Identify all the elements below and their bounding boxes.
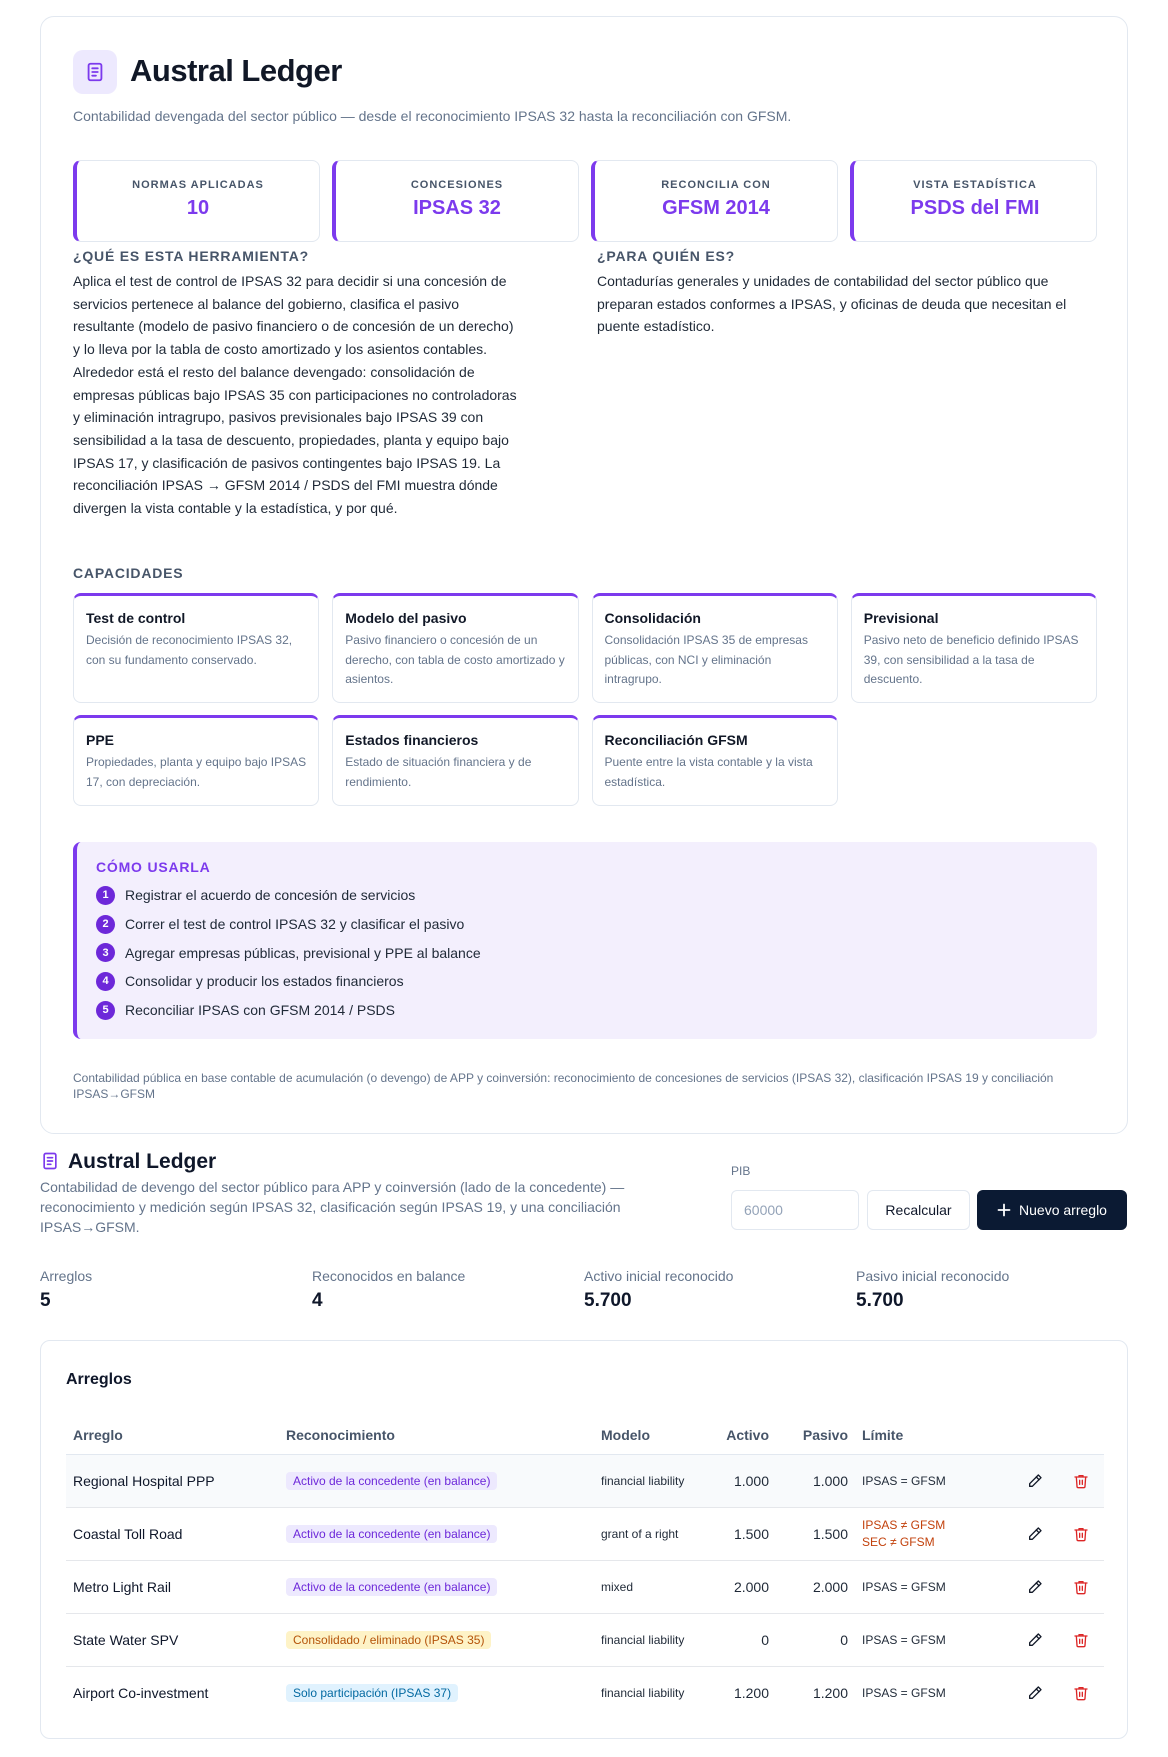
capability-card — [592, 593, 838, 703]
cell-reconocimiento — [279, 1560, 594, 1613]
stat-label: VISTA ESTADÍSTICA — [913, 179, 1037, 191]
summary-item — [584, 1268, 856, 1312]
cell-arreglo: Regional Hospital PPP — [66, 1454, 279, 1507]
cell-modelo: financial liability — [594, 1454, 711, 1507]
what-title: ¿QUÉ ES ESTA HERRAMIENTA? — [73, 248, 309, 264]
step-text: Reconciliar IPSAS con GFSM 2014 / PSDS — [125, 1002, 395, 1019]
cell-arreglo: State Water SPV — [66, 1613, 279, 1666]
book-icon — [84, 61, 106, 83]
trash-icon — [1073, 1632, 1089, 1648]
capability-name: Test de control — [86, 610, 186, 626]
stat-card — [591, 160, 838, 242]
capability-name: Consolidación — [604, 610, 701, 626]
summary-item — [40, 1268, 312, 1312]
recognition-badge: Activo de la concedente (en balance) — [286, 1472, 497, 1490]
stat-value: PSDS del FMI — [910, 197, 1040, 219]
steps-list — [96, 881, 1078, 1024]
delete-button[interactable] — [1068, 1627, 1094, 1653]
limit-status: IPSAS = GFSM — [862, 1579, 946, 1594]
edit-button[interactable] — [1022, 1680, 1048, 1706]
summary-item — [312, 1268, 584, 1312]
step-number: 1 — [96, 886, 115, 905]
stats-row — [73, 160, 1097, 242]
table-row[interactable] — [66, 1507, 1104, 1560]
pencil-icon — [1027, 1473, 1043, 1489]
step-item — [96, 967, 1078, 996]
cell-pasivo: 2.000 — [776, 1560, 855, 1613]
edit-button[interactable] — [1022, 1521, 1048, 1547]
cell-pasivo: 1.200 — [812, 1684, 848, 1701]
howto-panel — [73, 842, 1097, 1039]
recognition-badge: Solo participación (IPSAS 37) — [286, 1684, 458, 1702]
step-item — [96, 996, 1078, 1025]
cell-activo: 2.000 — [711, 1560, 776, 1613]
capability-desc: Pasivo financiero o concesión de un derecho, con tabla de costo amortizado y asientos. — [345, 633, 565, 686]
cell-limite — [855, 1613, 1012, 1666]
table-header-row — [66, 1416, 1104, 1454]
capability-desc: Estado de situación financiera y de rendimiento. — [345, 755, 532, 789]
stat-label: CONCESIONES — [410, 179, 504, 191]
stat-card — [850, 160, 1097, 242]
step-text: Correr el test de control IPSAS 32 y clasificar el pasivo — [125, 916, 465, 933]
recognition-badge: Consolidado / eliminado (IPSAS 35) — [286, 1631, 491, 1649]
limit-status-secondary: SEC ≠ GFSM — [862, 1534, 935, 1549]
cell-arreglo: Metro Light Rail — [66, 1560, 279, 1613]
cell-arreglo: Coastal Toll Road — [66, 1507, 279, 1560]
delete-button[interactable] — [1068, 1574, 1094, 1600]
step-number: 5 — [96, 1001, 115, 1020]
capability-desc: Decisión de reconocimiento IPSAS 32, con su fundamento conservado. — [86, 633, 293, 667]
cell-activo: 1.000 — [711, 1454, 776, 1507]
step-item — [96, 881, 1078, 910]
summary-row — [40, 1268, 1128, 1312]
recognition-badge: Activo de la concedente (en balance) — [286, 1578, 497, 1596]
capability-card — [332, 715, 578, 806]
summary-label: Pasivo inicial reconocido — [856, 1268, 1010, 1284]
summary-value: 4 — [312, 1290, 323, 1311]
book-icon — [40, 1151, 60, 1171]
capability-desc: Puente entre la vista contable y la vista estadística. — [604, 755, 813, 789]
intro-card — [40, 16, 1128, 1134]
arrangements-table — [66, 1416, 1104, 1719]
cell-reconocimiento — [279, 1454, 594, 1507]
cell-limite — [855, 1666, 1012, 1719]
trash-icon — [1073, 1579, 1089, 1595]
what-text: Aplica el test de control de IPSAS 32 para decidir si una concesión de servicios pertenece al balance del gobierno, clasifica el pasivo resultante (modelo de pasivo financiero o de concesión de un derecho) y lo lleva por la tabla de costo amortizado y los asientos contables. Alrededor está el resto del balance devengado: consolidación de empresas públicas bajo IPSAS 35 con participaciones no controladoras y eliminación intragrupo, pasivos previsionales bajo IPSAS 39 con sensibilidad a la tasa de descuento, propiedades, planta y equipo bajo IPSAS 17, y clasificación de pasivos contingentes bajo IPSAS 19. La reconciliación IPSAS → GFSM 2014 / PSDS del FMI muestra dónde divergen la vista contable y la estadística, y por qué. — [73, 273, 517, 517]
edit-button[interactable] — [1022, 1574, 1048, 1600]
plus-icon — [997, 1203, 1011, 1217]
capability-desc: Propiedades, planta y equipo bajo IPSAS 17, con depreciación. — [86, 755, 307, 789]
stat-value: IPSAS 32 — [413, 197, 501, 219]
step-number: 2 — [96, 915, 115, 934]
arrangements-card — [40, 1340, 1128, 1739]
column-header-modelo[interactable]: Modelo — [594, 1416, 711, 1454]
step-text: Consolidar y producir los estados financieros — [125, 973, 404, 990]
pib-input[interactable] — [731, 1190, 859, 1230]
column-header-edit — [1012, 1416, 1058, 1454]
cell-activo: 1.500 — [711, 1507, 776, 1560]
stat-label: RECONCILIA CON — [661, 179, 771, 191]
summary-item — [856, 1268, 1128, 1312]
stat-card — [332, 160, 579, 242]
recognition-badge: Activo de la concedente (en balance) — [286, 1525, 497, 1543]
app-title: Austral Ledger — [68, 1150, 217, 1173]
delete-button[interactable] — [1068, 1680, 1094, 1706]
trash-icon — [1073, 1685, 1089, 1701]
new-arrangement-button[interactable] — [977, 1190, 1127, 1230]
who-text: Contadurías generales y unidades de contabilidad del sector público que preparan estados conformes a IPSAS, y oficinas de deuda que necesitan el puente estadístico. — [597, 273, 1067, 335]
capabilities-title: CAPACIDADES — [73, 565, 184, 581]
table-title: Arreglos — [66, 1371, 132, 1388]
pib-label: PIB — [731, 1164, 751, 1178]
cell-modelo: mixed — [594, 1560, 711, 1613]
pencil-icon — [1027, 1526, 1043, 1542]
pencil-icon — [1027, 1632, 1043, 1648]
brand-badge — [73, 50, 117, 94]
summary-value: 5 — [40, 1290, 51, 1311]
cell-activo: 0 — [711, 1613, 776, 1666]
limit-status: IPSAS = GFSM — [862, 1473, 946, 1488]
column-header-limite[interactable]: Límite — [855, 1416, 1012, 1454]
howto-title: CÓMO USARLA — [96, 859, 211, 875]
capability-name: PPE — [86, 732, 115, 748]
stat-value: GFSM 2014 — [662, 197, 770, 219]
new-arrangement-label: Nuevo arreglo — [1019, 1202, 1107, 1218]
capability-name: Modelo del pasivo — [345, 610, 467, 626]
cell-reconocimiento — [279, 1507, 594, 1560]
cell-pasivo: 1.000 — [776, 1454, 855, 1507]
cell-pasivo: 0 — [776, 1613, 855, 1666]
table-row[interactable] — [66, 1560, 1104, 1613]
edit-button[interactable] — [1022, 1627, 1048, 1653]
trash-icon — [1073, 1526, 1089, 1542]
pencil-icon — [1027, 1579, 1043, 1595]
summary-value: 5.700 — [584, 1290, 632, 1311]
limit-status: IPSAS ≠ GFSM — [862, 1517, 946, 1532]
cell-reconocimiento — [279, 1613, 594, 1666]
cell-modelo: financial liability — [594, 1613, 711, 1666]
limit-status: IPSAS = GFSM — [862, 1632, 946, 1647]
table-row[interactable] — [66, 1454, 1104, 1507]
cell-activo: 1.200 — [733, 1684, 769, 1701]
trash-icon — [1073, 1473, 1089, 1489]
step-item — [96, 910, 1078, 939]
capability-card — [73, 593, 319, 703]
step-number: 3 — [96, 943, 115, 962]
column-header-delete — [1058, 1416, 1104, 1454]
recalculate-button[interactable]: Recalcular — [867, 1190, 970, 1230]
step-text: Agregar empresas públicas, previsional y PPE al balance — [125, 944, 481, 961]
limit-status: IPSAS = GFSM — [862, 1685, 946, 1700]
delete-button[interactable] — [1068, 1521, 1094, 1547]
stat-card — [73, 160, 320, 242]
stat-label: NORMAS APLICADAS — [132, 179, 264, 191]
cell-limite — [855, 1454, 1012, 1507]
capability-card — [851, 593, 1097, 703]
edit-button[interactable] — [1022, 1468, 1048, 1494]
delete-button[interactable] — [1068, 1468, 1094, 1494]
stat-value: 10 — [186, 197, 210, 219]
pencil-icon — [1027, 1685, 1043, 1701]
who-title: ¿PARA QUIÉN ES? — [597, 248, 736, 264]
summary-label: Arreglos — [40, 1268, 93, 1284]
intro-title: Austral Ledger — [130, 53, 342, 88]
capability-desc: Pasivo neto de beneficio definido IPSAS 39, con sensibilidad a la tasa de descuento. — [863, 633, 1079, 686]
intro-subtitle: Contabilidad devengada del sector público — desde el reconocimiento IPSAS 32 hasta la reconciliación con GFSM. — [73, 108, 792, 124]
cell-modelo: financial liability — [601, 1685, 685, 1700]
capability-name: Estados financieros — [345, 732, 479, 748]
capability-card — [332, 593, 578, 703]
capabilities-grid — [73, 593, 1097, 806]
cell-arreglo: Airport Co-investment — [73, 1684, 209, 1701]
column-header-activo[interactable]: Activo — [711, 1416, 776, 1454]
cell-limite — [855, 1507, 1012, 1560]
step-number: 4 — [96, 972, 115, 991]
capability-name: Previsional — [863, 610, 939, 626]
table-row[interactable] — [66, 1666, 1104, 1719]
summary-label: Activo inicial reconocido — [584, 1268, 734, 1284]
column-header-pasivo[interactable]: Pasivo — [776, 1416, 855, 1454]
step-item — [96, 938, 1078, 967]
capability-card — [73, 715, 319, 806]
footnote: Contabilidad pública en base contable de acumulación (o devengo) de APP y coinversión: reconocimiento de concesiones de servicios (IPSAS 32), clasificación IPSAS 19 y conciliación IPSAS→GFSM — [73, 1071, 1054, 1101]
capability-name: Reconciliación GFSM — [604, 732, 748, 748]
cell-pasivo: 1.500 — [776, 1507, 855, 1560]
summary-label: Reconocidos en balance — [312, 1268, 466, 1284]
column-header-reconocimiento[interactable]: Reconocimiento — [279, 1416, 594, 1454]
capability-desc: Consolidación IPSAS 35 de empresas públicas, con NCI y eliminación intragrupo. — [604, 633, 808, 686]
step-text: Registrar el acuerdo de concesión de servicios — [125, 887, 416, 904]
cell-limite — [855, 1560, 1012, 1613]
cell-modelo: grant of a right — [594, 1507, 711, 1560]
capability-card — [592, 715, 838, 806]
summary-value: 5.700 — [856, 1290, 904, 1311]
column-header-arreglo[interactable]: Arreglo — [66, 1416, 279, 1454]
app-description: Contabilidad de devengo del sector público para APP y coinversión (lado de la concedente) — reconocimiento y medición según IPSAS 32, clasificación según IPSAS 19, y una conciliación IPSAS→GFSM. — [40, 1179, 625, 1235]
cell-reconocimiento — [279, 1666, 594, 1719]
table-row[interactable] — [66, 1613, 1104, 1666]
